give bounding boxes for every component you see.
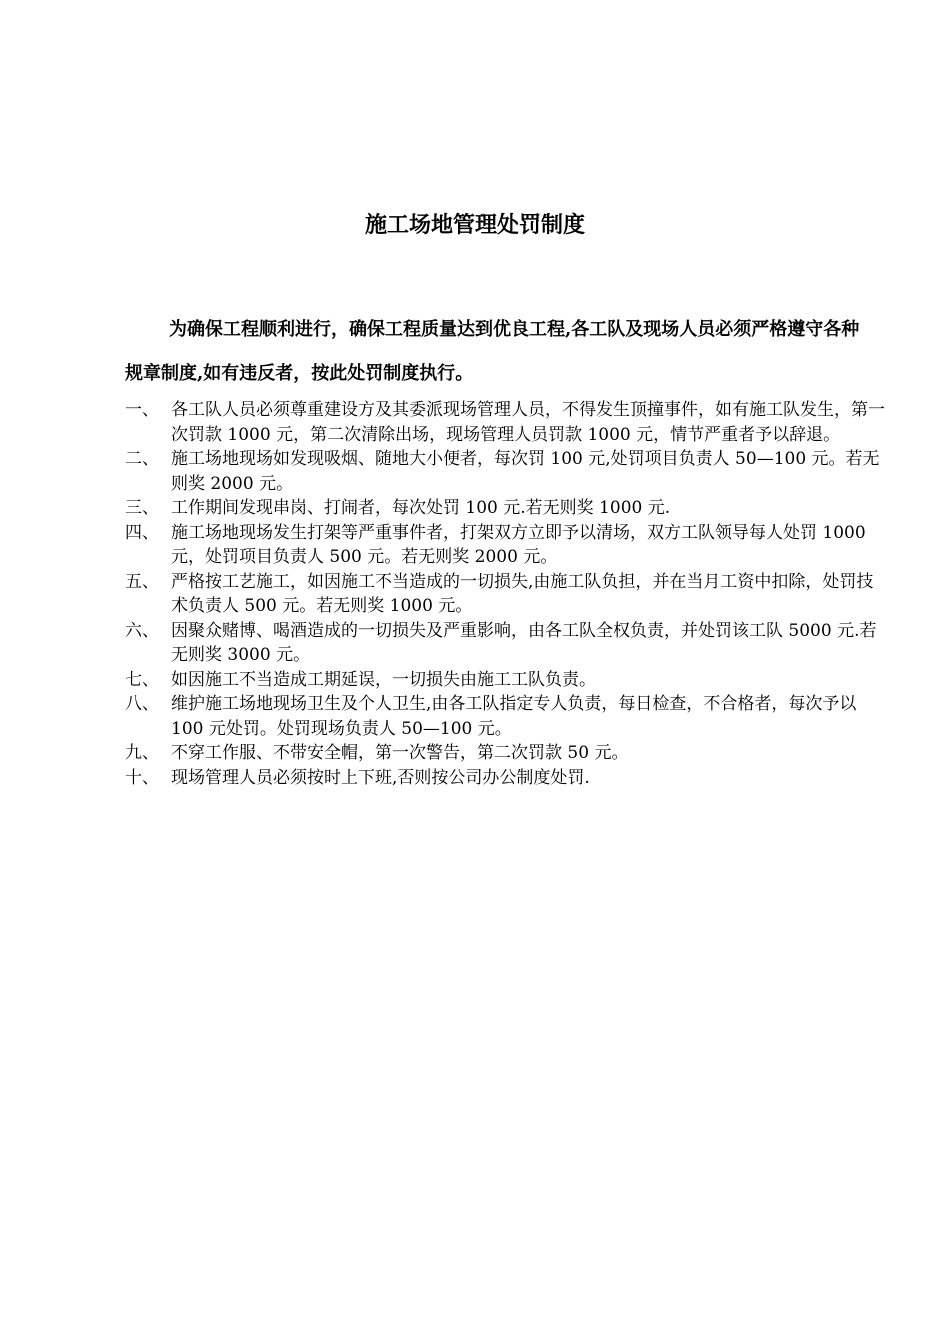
rule-item-3 — [125, 496, 885, 521]
rule-number: 八、 — [125, 694, 159, 714]
rule-text: 工作期间发现串岗、打闹者，每次处罚 100 元.若无则奖 1000 元. — [171, 498, 671, 518]
rule-text: 严格按工艺施工，如因施工不当造成的一切损失,由施工队负担，并在当月工资中扣除，处罚技术负责人 500 元。若无则奖 1000 元。 — [171, 571, 874, 616]
rule-item-2 — [125, 447, 885, 496]
rule-text: 如因施工不当造成工期延误，一切损失由施工工队负责。 — [171, 669, 596, 690]
rule-text: 各工队人员必须尊重建设方及其委派现场管理人员，不得发生顶撞事件，如有施工队发生，第一次罚款 1000 元，第二次清除出场，现场管理人员罚款 1000 元，情节严重者予以辞退。 — [171, 400, 885, 445]
rule-text: 维护施工场地现场卫生及个人卫生,由各工队指定专人负责，每日检查，不合格者，每次予以 100 元处罚。处罚现场负责人 50—100 元。 — [171, 694, 857, 739]
rule-item-7 — [125, 668, 885, 693]
rule-text: 施工场地现场发生打架等严重事件者，打架双方立即予以清场，双方工队领导每人处罚 1000 元，处罚项目负责人 500 元。若无则奖 2000 元。 — [171, 522, 866, 567]
rule-number: 三、 — [125, 498, 159, 518]
intro-paragraph: 为确保工程顺利进行，确保工程质量达到优良工程,各工队及现场人员必须严格遵守各种规章制度,如有违反者，按此处罚制度执行。 — [125, 319, 860, 384]
rule-number: 六、 — [125, 620, 159, 641]
rule-number: 七、 — [125, 669, 159, 690]
rule-text: 现场管理人员必须按时上下班,否则按公司办公制度处罚. — [171, 767, 590, 788]
rule-number: 一、 — [125, 400, 159, 420]
rule-item-4 — [125, 521, 885, 570]
rule-number: 五、 — [125, 571, 159, 592]
rule-item-1 — [125, 398, 885, 447]
rules-list — [125, 398, 885, 790]
rule-text: 施工场地现场如发现吸烟、随地大小便者，每次罚 100 元,处罚项目负责人 50—100 元。若无则奖 2000 元。 — [171, 449, 880, 494]
rule-text: 不穿工作服、不带安全帽，第一次警告，第二次罚款 50 元。 — [171, 743, 629, 763]
rule-item-9 — [125, 741, 885, 766]
rule-number: 二、 — [125, 449, 159, 469]
document-title: 施工场地管理处罚制度 — [364, 212, 585, 238]
rule-item-6 — [125, 619, 885, 668]
rule-item-10 — [125, 766, 885, 791]
rule-number: 四、 — [125, 522, 159, 543]
rule-number: 十、 — [125, 767, 159, 788]
rule-item-8 — [125, 692, 885, 741]
rule-number: 九、 — [125, 743, 159, 763]
rule-text: 因聚众赌博、喝酒造成的一切损失及严重影响，由各工队全权负责，并处罚该工队 5000 元.若无则奖 3000 元。 — [171, 620, 877, 665]
rule-item-5 — [125, 570, 885, 619]
